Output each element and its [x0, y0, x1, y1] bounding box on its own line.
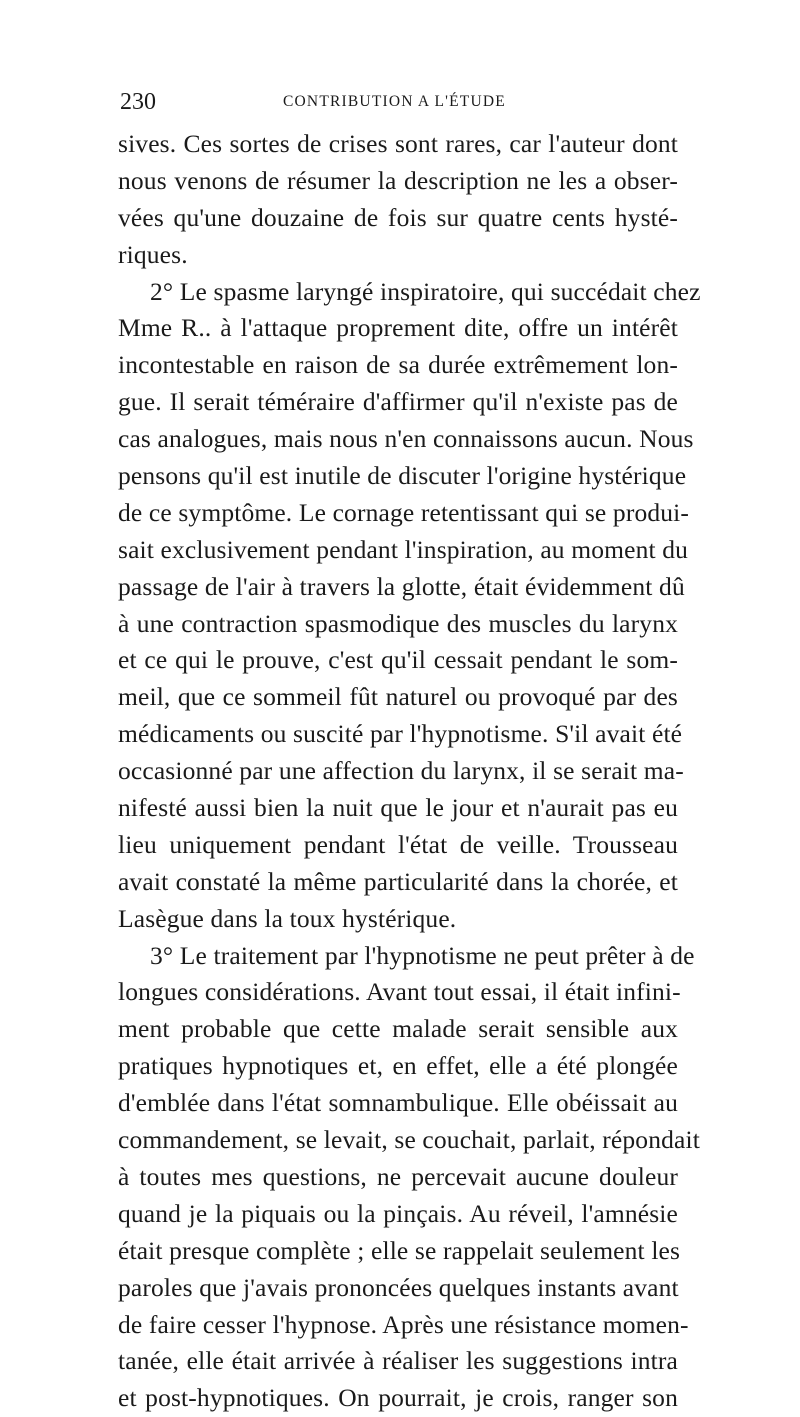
text-line: Mme R.. à l'attaque proprement dite, offre un intérêt	[118, 313, 678, 343]
text-line: et ce qui le prouve, c'est qu'il cessait pendant le som-	[118, 645, 678, 675]
text-line: de faire cesser l'hypnose. Après une résistance momen-	[118, 1309, 689, 1339]
text-line: avait constaté la même particularité dans la chorée, et	[118, 866, 678, 896]
text-line: paroles que j'avais prononcées quelques instants avant	[118, 1272, 679, 1302]
text-line: incontestable en raison de sa durée extrêmement lon-	[118, 350, 678, 380]
text-line: à toutes mes questions, ne percevait aucune douleur	[118, 1161, 678, 1191]
text-line: occasionné par une affection du larynx, il se serait ma-	[118, 756, 684, 786]
text-line: gue. Il serait téméraire d'affirmer qu'il n'existe pas de	[118, 387, 678, 417]
text-line: tanée, elle était arrivée à réaliser les suggestions intra	[118, 1346, 678, 1376]
text-line: ment probable que cette malade serait sensible aux	[118, 1014, 678, 1044]
text-line: cas analogues, mais nous n'en connaissons aucun. Nous	[118, 424, 694, 454]
body-text	[118, 126, 718, 1417]
text-line: sives. Ces sortes de crises sont rares, car l'auteur dont	[118, 129, 678, 158]
text-line: Lasègue dans la toux hystérique.	[118, 903, 457, 933]
text-line: riques.	[118, 239, 188, 269]
text-line: était presque complète ; elle se rappelait seulement les	[118, 1235, 681, 1265]
text-line: d'emblée dans l'état somnambulique. Elle obéissait au	[118, 1088, 678, 1118]
text-line: à une contraction spasmodique des muscles du larynx	[118, 608, 678, 638]
text-line: médicaments ou suscité par l'hypnotisme. S'il avait été	[118, 719, 683, 749]
text-line: pratiques hypnotiques et, en effet, elle a été plongée	[118, 1051, 678, 1081]
text-line: passage de l'air à travers la glotte, était évidemment dû	[118, 571, 685, 601]
text-line: sait exclusivement pendant l'inspiration, au moment du	[118, 534, 689, 564]
text-line: lieu uniquement pendant l'état de veille. Trousseau	[118, 829, 678, 859]
text-line: vées qu'une douzaine de fois sur quatre cents hysté-	[118, 202, 678, 232]
text-line: pensons qu'il est inutile de discuter l'origine hystérique	[118, 461, 687, 491]
text-line: et post-hypnotiques. On pourrait, je crois, ranger son	[118, 1383, 678, 1413]
text-line: quand je la piquais ou la pinçais. Au réveil, l'amnésie	[118, 1198, 678, 1228]
text-line: longues considérations. Avant tout essai, il était infini-	[118, 977, 681, 1007]
text-line: de ce symptôme. Le cornage retentissant qui se produi-	[118, 497, 690, 527]
running-head	[120, 88, 680, 116]
text-line: meil, que ce sommeil fût naturel ou provoqué par des	[118, 682, 678, 712]
paragraph-start-line: 3° Le traitement par l'hypnotisme ne peut prêter à de	[150, 940, 695, 970]
text-line: nifesté aussi bien la nuit que le jour et n'aurait pas eu	[118, 793, 678, 823]
text-line: nous venons de résumer la description ne les a obser-	[118, 165, 678, 195]
page-number: 230	[120, 89, 156, 115]
running-title: CONTRIBUTION A L'ÉTUDE	[283, 93, 506, 110]
text-line: commandement, se levait, se couchait, parlait, répondait	[118, 1125, 700, 1155]
paragraph-start-line: 2° Le spasme laryngé inspiratoire, qui succédait chez	[150, 276, 701, 306]
